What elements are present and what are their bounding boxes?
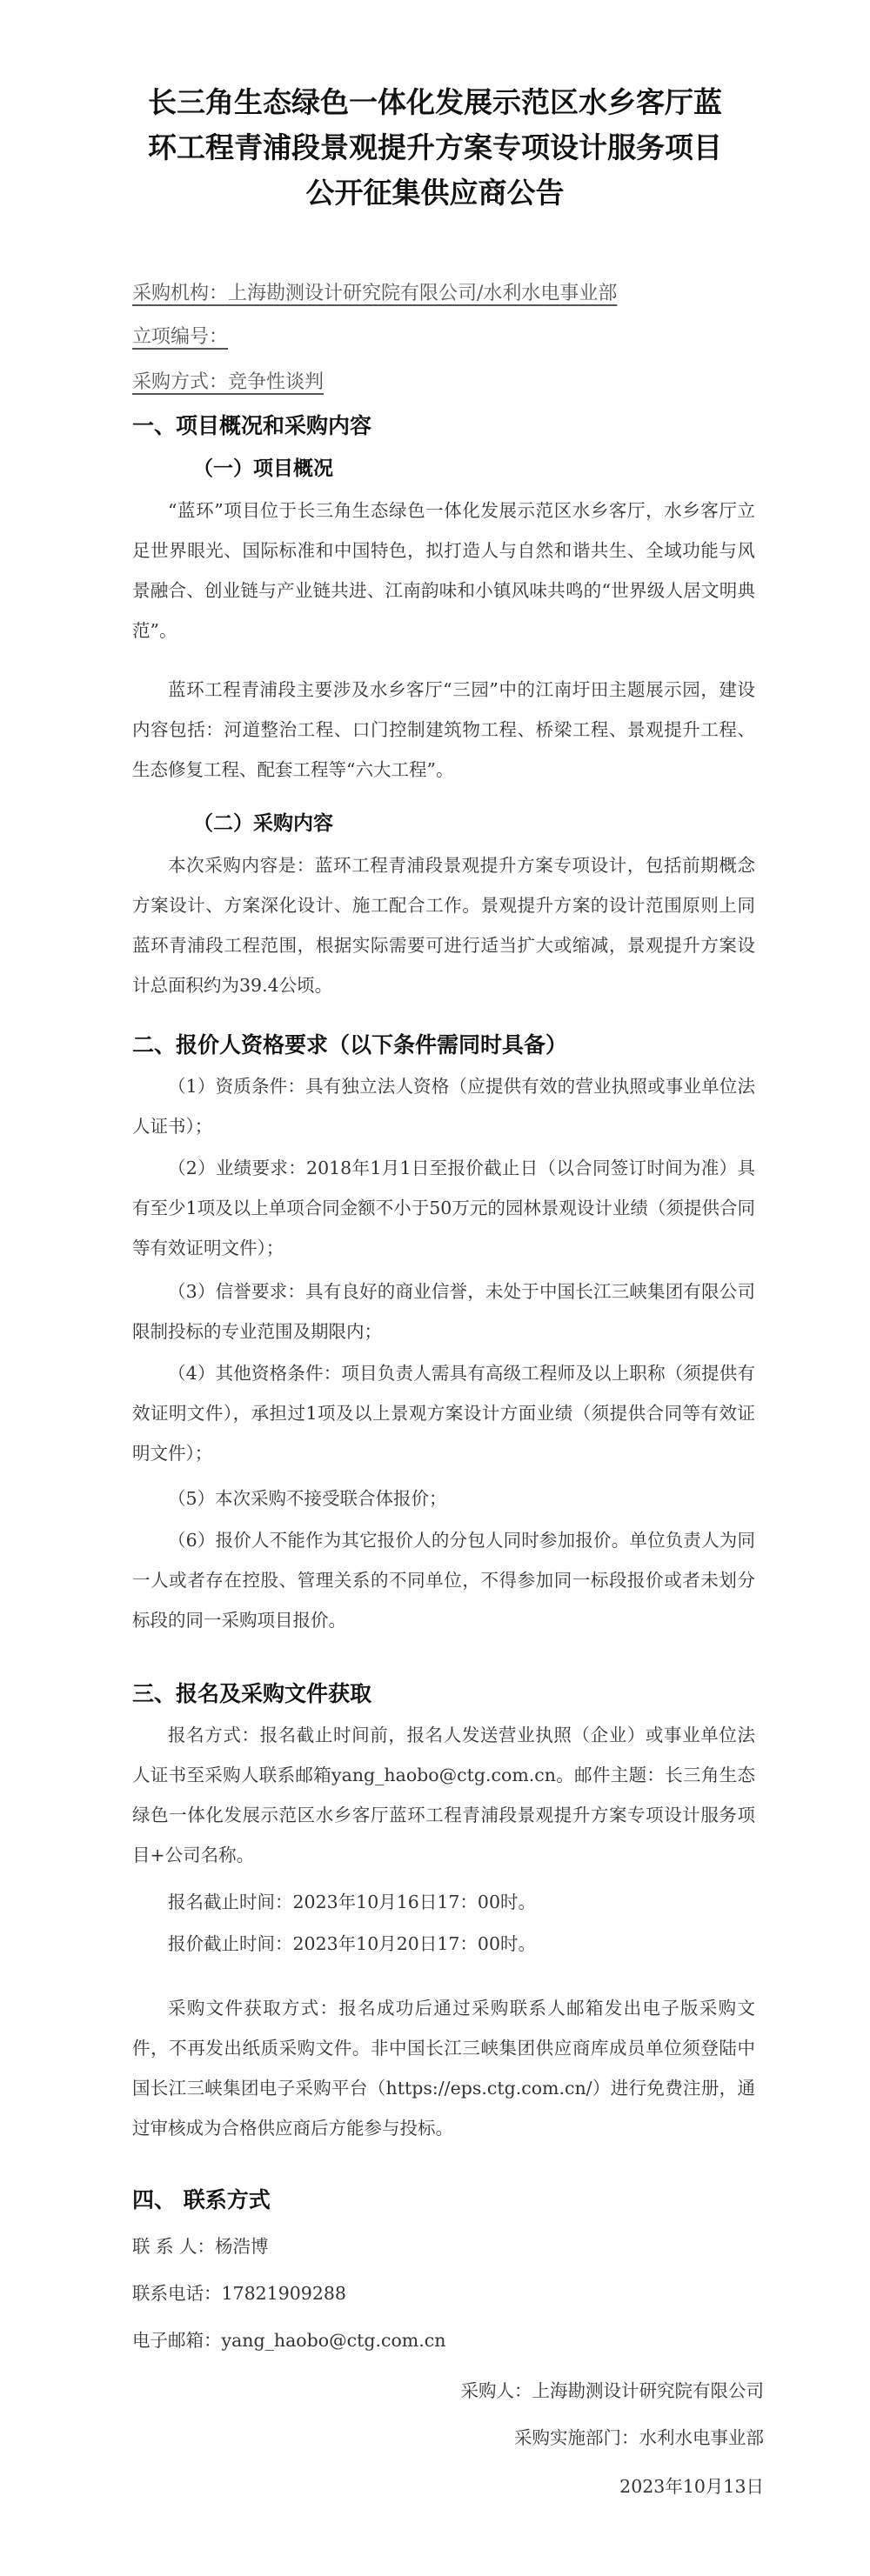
contact-email: 电子邮箱：yang_haobo@ctg.com.cn	[132, 2330, 446, 2351]
title-line-2: 环工程青浦段景观提升方案专项设计服务项目	[148, 130, 722, 164]
section-1-sub-1: （一）项目概况	[193, 457, 333, 480]
project-overview-paragraph-2: 蓝环工程青浦段主要涉及水乡客厅“三园”中的江南圩田主题展示园，建设内容包括：河道整治工程、口门控制建筑物工程、桥梁工程、景观提升工程、生态修复工程、配套工程等“六大工程”。	[132, 679, 755, 780]
requirement-6: （6）报价人不能作为其它报价人的分包人同时参加报价。单位负责人为同一人或者存在控股、管理关系的不同单位，不得参加同一标段报价或者未划分标段的同一采购项目报价。	[132, 1530, 755, 1631]
contact-phone: 联系电话：17821909288	[132, 2283, 346, 2304]
section-3-heading: 三、报名及采购文件获取	[132, 1681, 372, 1706]
section-1-sub-2: （二）采购内容	[193, 812, 333, 835]
project-overview-paragraph-1: “蓝环”项目位于长三角生态绿色一体化发展示范区水乡客厅，水乡客厅立足世界眼光、国际标准和中国特色，拟打造人与自然和谐共生、全域功能与风景融合、创业链与产业链共进、江南韵味和小镇风味共鸣的“世界级人居文明典范”。	[132, 500, 755, 641]
section-1-heading: 一、项目概况和采购内容	[132, 413, 372, 438]
contact-person: 联 系 人：杨浩博	[132, 2236, 269, 2257]
requirement-1: （1）资质条件：具有独立法人资格（应提供有效的营业执照或事业单位法人证书）；	[132, 1076, 755, 1137]
procurement-agency: 采购机构：上海勘测设计研究院有限公司/水利水电事业部	[132, 283, 618, 304]
project-number: 立项编号：	[132, 326, 229, 348]
signature-purchaser: 采购人：上海勘测设计研究院有限公司	[460, 2380, 764, 2401]
signature-department: 采购实施部门：水利水电事业部	[514, 2427, 764, 2448]
quotation-deadline: 报价截止时间：2023年10月20日17：00时。	[168, 1933, 537, 1954]
registration-method-paragraph: 报名方式：报名截止时间前，报名人发送营业执照（企业）或事业单位法人证书至采购人联系邮箱yang_haobo@ctg.com.cn。邮件主题：长三角生态绿色一体化发展示范区水乡客厅蓝环工程青浦段景观提升方案专项设计服务项目+公司名称。	[132, 1725, 755, 1865]
requirement-2: （2）业绩要求：2018年1月1日至报价截止日（以合同签订时间为准）具有至少1项及以上单项合同金额不小于50万元的园林景观设计业绩（须提供合同等有效证明文件）；	[132, 1158, 755, 1258]
signature-date: 2023年10月13日	[619, 2476, 764, 2497]
requirement-5: （5）本次采购不接受联合体报价；	[168, 1488, 447, 1509]
procurement-method: 采购方式：竞争性谈判	[132, 371, 325, 393]
registration-deadline: 报名截止时间：2023年10月16日17：00时。	[168, 1892, 537, 1912]
title-line-1: 长三角生态绿色一体化发展示范区水乡客厅蓝	[148, 85, 722, 119]
document-acquisition-paragraph: 采购文件获取方式：报名成功后通过采购联系人邮箱发出电子版采购文件，不再发出纸质采购文件。非中国长江三峡集团供应商库成员单位须登陆中国长江三峡集团电子采购平台（https://eps.ctg.com.cn/）进行免费注册，通过审核成为合格供应商后方能参与投标。	[132, 1998, 755, 2139]
procurement-content-paragraph: 本次采购内容是：蓝环工程青浦段景观提升方案专项设计，包括前期概念方案设计、方案深化设计、施工配合工作。景观提升方案的设计范围原则上同蓝环青浦段工程范围，根据实际需要可进行适当扩大或缩减，景观提升方案设计总面积约为39.4公顷。	[132, 855, 755, 996]
section-4-heading: 四、 联系方式	[132, 2187, 271, 2212]
requirement-3: （3）信誉要求：具有良好的商业信誉，未处于中国长江三峡集团有限公司限制投标的专业范围及期限内；	[132, 1281, 755, 1342]
section-2-heading: 二、报价人资格要求（以下条件需同时具备）	[132, 1032, 568, 1058]
page-title	[70, 80, 800, 216]
title-line-3: 公开征集供应商公告	[305, 176, 565, 210]
requirement-4: （4）其他资格条件：项目负责人需具有高级工程师及以上职称（须提供有效证明文件），承担过1项及以上景观方案设计方面业绩（须提供合同等有效证明文件）；	[132, 1363, 755, 1464]
